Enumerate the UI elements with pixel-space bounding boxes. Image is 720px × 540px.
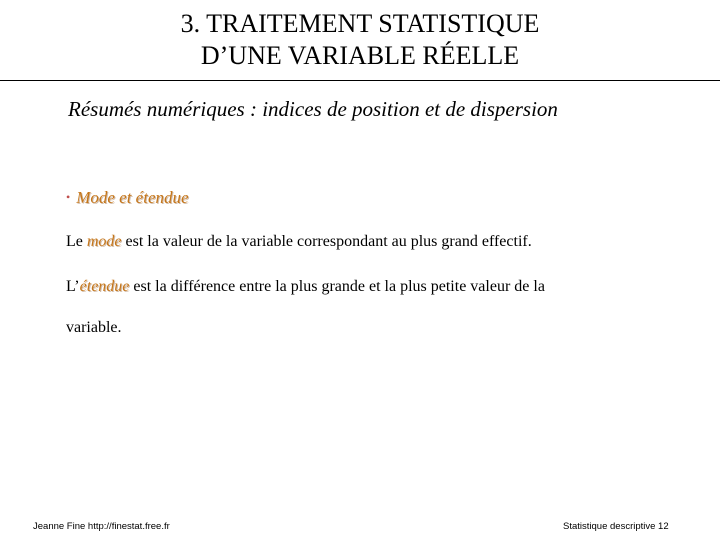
slide-subtitle: Résumés numériques : indices de position et de dispersion [68,97,558,121]
paragraph-etendue-continued: variable. [66,319,122,336]
footer-page-label: Statistique descriptive 12 [563,521,669,532]
slide-title [0,8,720,72]
bullet-label: Mode et étendue [76,188,189,207]
paragraph-mode-rest: est la valeur de la variable correspondant au plus grand effectif. [121,233,532,250]
paragraph-mode [66,233,532,251]
slide-title-line-2: D’UNE VARIABLE RÉELLE [200,41,520,70]
bullet-dot-icon: • [66,190,71,204]
term-mode: mode [86,233,122,250]
footer-author: Jeanne Fine http://finestat.free.fr [33,521,170,532]
paragraph-etendue-prefix: L’ [66,278,80,295]
paragraph-etendue-rest: est la différence entre la plus grande et la plus petite valeur de la [129,278,545,295]
title-divider [0,80,720,81]
slide-title-line-1: 3. TRAITEMENT STATISTIQUE [180,9,540,38]
term-etendue: étendue [79,278,130,295]
bullet-item [66,188,189,208]
paragraph-mode-prefix: Le [66,233,87,250]
paragraph-etendue [66,278,545,296]
